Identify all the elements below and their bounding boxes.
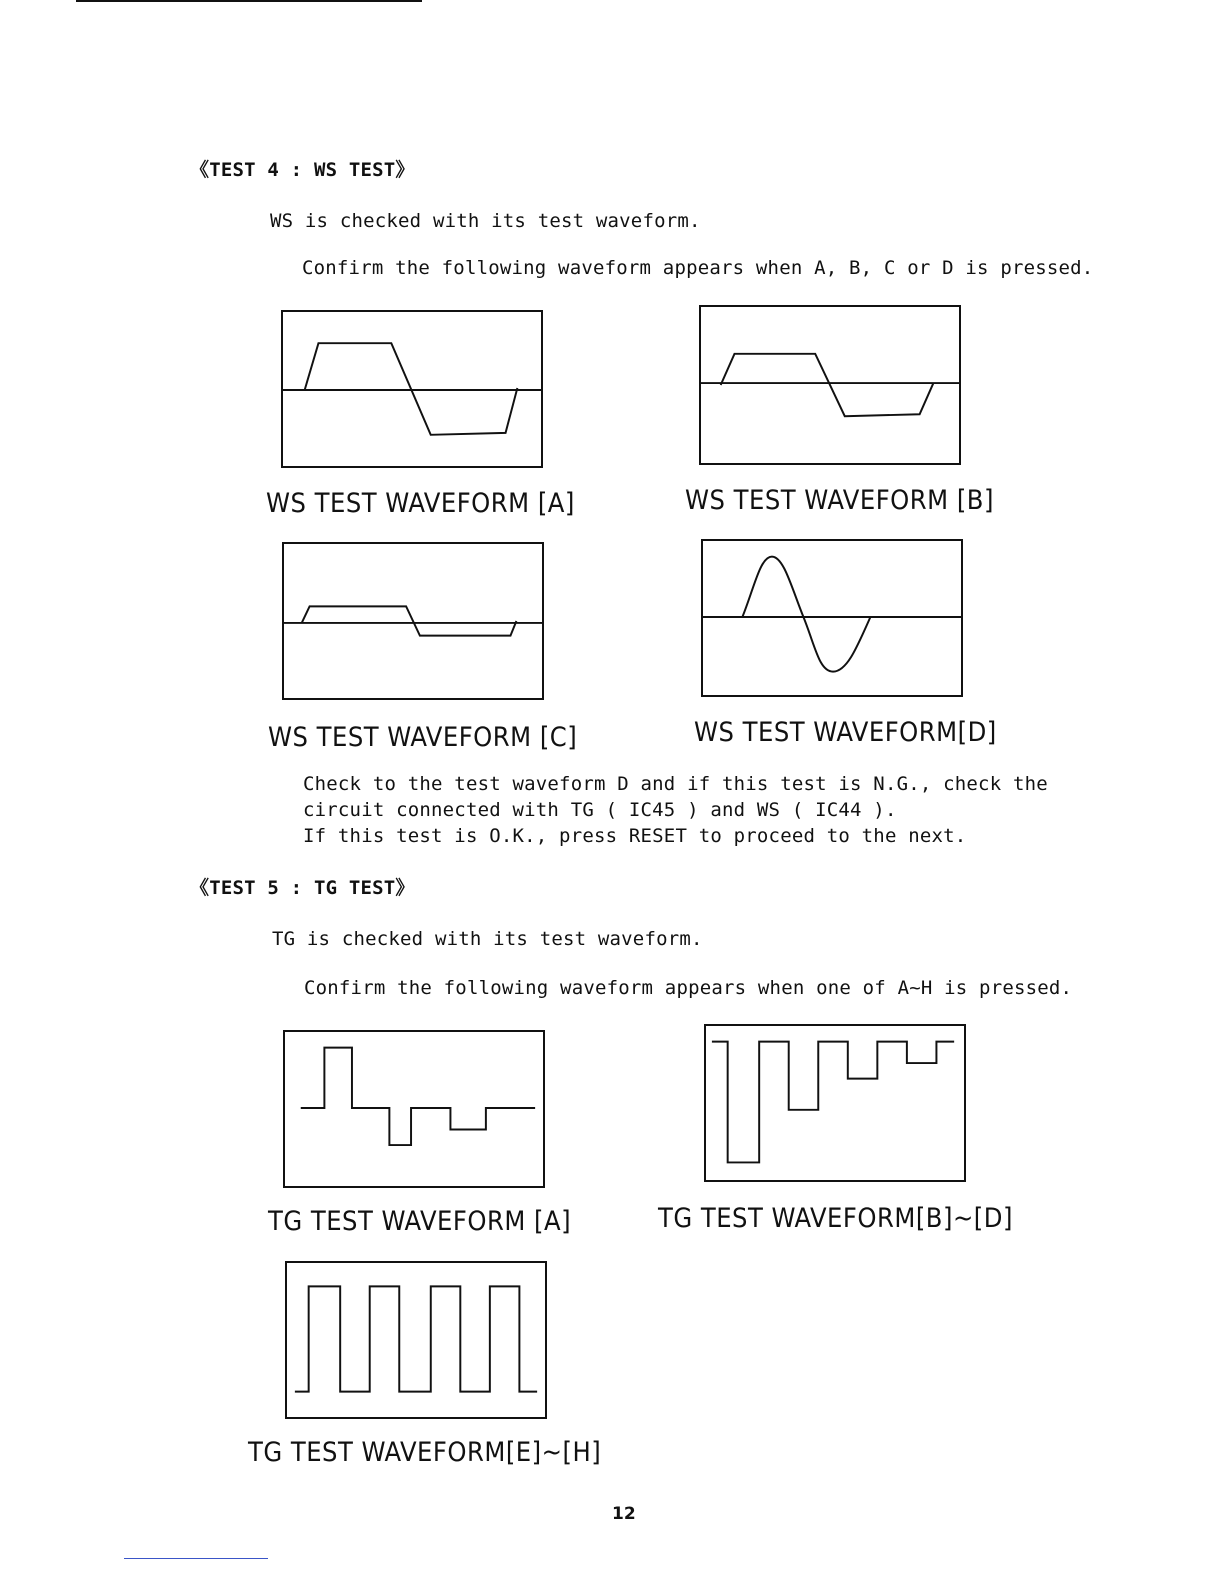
tg-waveform-eh-diagram: [285, 1261, 547, 1419]
ws-waveform-a-diagram: [281, 310, 543, 468]
bottom-rule: [124, 1558, 268, 1559]
ws-d-trace: [742, 557, 870, 672]
test4-instruction: Confirm the following waveform appears when A, B, C or D is pressed.: [302, 257, 1094, 279]
ws-waveform-c-caption: WS TEST WAVEFORM [C]: [268, 722, 578, 753]
test5-intro: TG is checked with its test waveform.: [272, 928, 703, 950]
tg-eh-trace: [295, 1286, 537, 1391]
test5-instruction: Confirm the following waveform appears when one of A~H is pressed.: [304, 977, 1073, 999]
test4-note-line-3: If this test is O.K., press RESET to proceed to the next.: [303, 825, 967, 847]
tg-waveform-bd-caption: TG TEST WAVEFORM[B]~[D]: [658, 1203, 1013, 1234]
ws-c-trace: [302, 606, 517, 635]
tg-waveform-a-caption: TG TEST WAVEFORM [A]: [268, 1206, 572, 1237]
test4-note-line-1: Check to the test waveform D and if this test is N.G., check the: [303, 773, 1048, 795]
tg-waveform-eh-caption: TG TEST WAVEFORM[E]~[H]: [248, 1437, 602, 1468]
tg-waveform-a-diagram: [283, 1030, 545, 1188]
ws-b-trace: [721, 354, 934, 416]
tg-a-trace: [301, 1048, 535, 1145]
ws-waveform-b-caption: WS TEST WAVEFORM [B]: [685, 485, 994, 516]
test4-heading: 《TEST 4 : WS TEST》: [190, 159, 415, 181]
ws-waveform-d-diagram: [701, 539, 963, 697]
test4-intro: WS is checked with its test waveform.: [270, 210, 701, 232]
ws-waveform-a-caption: WS TEST WAVEFORM [A]: [266, 488, 575, 519]
tg-waveform-bd-diagram: [704, 1024, 966, 1182]
ws-waveform-c-diagram: [282, 542, 544, 700]
ws-waveform-b-diagram: [699, 305, 961, 465]
tg-bd-trace: [712, 1042, 954, 1163]
top-rule: [76, 0, 422, 2]
test4-note-line-2: circuit connected with TG ( IC45 ) and WS ( IC44 ).: [303, 799, 897, 821]
ws-waveform-d-caption: WS TEST WAVEFORM[D]: [694, 717, 997, 748]
page-number: 12: [612, 1504, 636, 1524]
test5-heading: 《TEST 5 : TG TEST》: [190, 877, 415, 899]
